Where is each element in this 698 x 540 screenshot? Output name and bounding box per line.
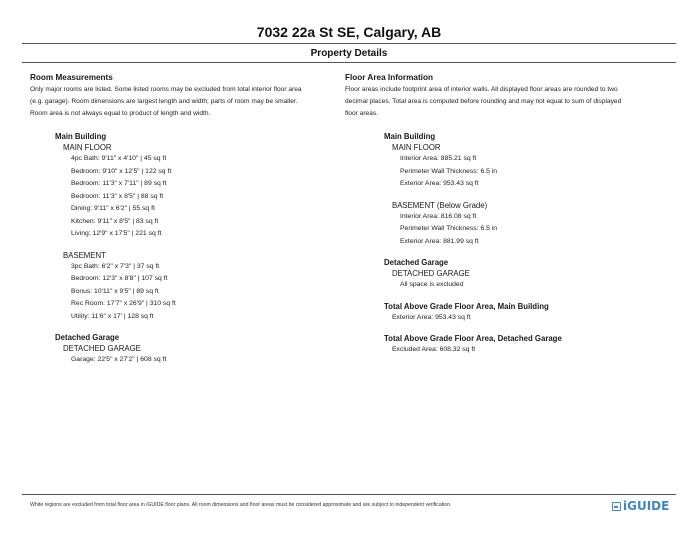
fa-main-building-label: Main Building — [384, 132, 436, 141]
fa-detached-garage-floor-label: DETACHED GARAGE — [392, 269, 470, 278]
iguide-logo-text: iGUIDE — [623, 499, 670, 513]
room-measurements-note — [30, 84, 340, 120]
fa-basement-label: BASEMENT (Below Grade) — [392, 200, 488, 210]
room-item: Bedroom: 11'3" x 7'11" | 89 sq ft — [71, 180, 167, 187]
room-item: Living: 12'9" x 17'5" | 221 sq ft — [71, 230, 162, 237]
note-line: decimal places. Total area is computed before rounding and may not equal to sum of displayed — [345, 98, 622, 105]
main-floor-label: MAIN FLOOR — [63, 143, 112, 152]
page-title: 7032 22a St SE, Calgary, AB — [256, 24, 442, 40]
note-line: Room area is not always equal to product of length and width. — [30, 110, 211, 117]
room-item: Kitchen: 9'11" x 8'5" | 83 sq ft — [71, 217, 159, 225]
heading-rule — [22, 62, 676, 63]
area-item: Exterior Area: 953.43 sq ft — [400, 180, 479, 187]
room-item: Bedroom: 9'10" x 12'5" | 122 sq ft — [71, 167, 172, 175]
footer-rule — [22, 494, 676, 495]
total-main-value: Exterior Area: 953.43 sq ft — [392, 313, 471, 321]
room-item: Bedroom: 12'3" x 8'8" | 107 sq ft — [71, 275, 168, 282]
room-measurements-title: Room Measurements — [30, 73, 113, 82]
area-item: Exterior Area: 881.99 sq ft — [400, 237, 479, 245]
room-item: Garage: 22'5" x 27'2" | 608 sq ft — [71, 356, 167, 363]
main-building-label: Main Building — [55, 132, 107, 141]
fa-detached-garage-label: Detached Garage — [384, 258, 449, 267]
area-item: Interior Area: 816.08 sq ft — [400, 212, 477, 220]
title-rule — [22, 43, 676, 44]
floor-area-section — [345, 72, 680, 357]
area-item: Interior Area: 885.21 sq ft — [400, 155, 477, 162]
room-measurements-section — [30, 72, 340, 367]
note-line: Floor areas include footprint area of interior walls. All displayed floor areas are rounded to two — [345, 86, 618, 93]
area-item: Perimeter Wall Thickness: 6.5 in — [400, 225, 498, 232]
fa-garage-note: All space is excluded — [400, 281, 464, 288]
total-garage-label: Total Above Grade Floor Area, Detached Garage — [384, 334, 562, 343]
note-line: (e.g. garage). Room dimensions are largest length and width; parts of room may be smaller. — [30, 98, 298, 105]
room-item: 4pc Bath: 9'11" x 4'10" | 45 sq ft — [71, 155, 167, 162]
total-garage-value: Excluded Area: 608.32 sq ft — [392, 346, 476, 353]
iguide-logo-icon — [612, 502, 621, 511]
basement-label: BASEMENT — [63, 250, 106, 260]
room-item: Rec Room: 17'7" x 26'9" | 310 sq ft — [71, 300, 176, 307]
footer-disclaimer: White regions are excluded from total floor area in iGUIDE floor plans. All room dimensions and floor areas must be considered approximate and are subject to independent verification. — [30, 502, 452, 508]
room-item: Bedroom: 11'3" x 8'5" | 88 sq ft — [71, 192, 164, 200]
room-item: 3pc Bath: 6'2" x 7'3" | 37 sq ft — [71, 262, 160, 270]
fa-main-floor-label: MAIN FLOOR — [392, 143, 441, 152]
floor-area-note — [345, 84, 680, 120]
area-item: Perimeter Wall Thickness: 6.5 in — [400, 167, 498, 175]
note-line: Only major rooms are listed. Some listed rooms may be excluded from total interior floor area — [30, 86, 302, 93]
note-line: floor areas. — [345, 110, 378, 117]
room-item: Dining: 9'11" x 6'2" | 55 sq ft — [71, 205, 155, 212]
room-item: Utility: 11'6" x 17' | 128 sq ft — [71, 312, 154, 320]
detached-garage-label: Detached Garage — [55, 333, 120, 342]
page-heading: Property Details — [310, 48, 388, 59]
iguide-logo — [612, 499, 669, 513]
detached-garage-floor-label: DETACHED GARAGE — [63, 344, 141, 353]
total-main-label: Total Above Grade Floor Area, Main Building — [384, 301, 549, 311]
floor-area-title: Floor Area Information — [345, 73, 433, 82]
room-item: Bonus: 10'11" x 9'5" | 89 sq ft — [71, 287, 159, 295]
